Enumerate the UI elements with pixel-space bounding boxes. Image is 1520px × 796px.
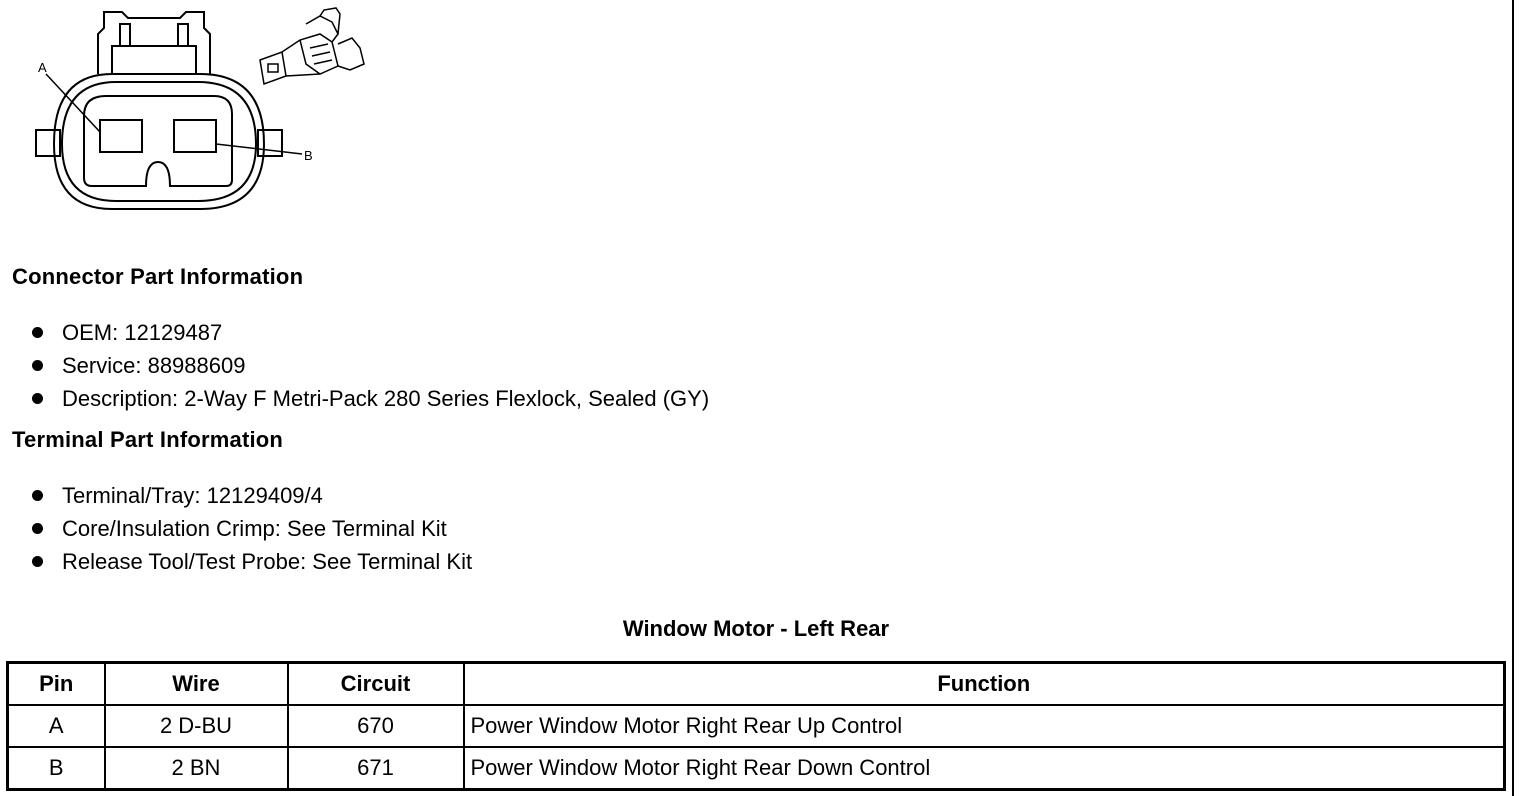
cell-circuit: 670 <box>288 705 464 747</box>
connector-heading: Connector Part Information <box>12 264 304 289</box>
cell-circuit: 671 <box>288 747 464 790</box>
table-row <box>8 705 1505 747</box>
header-wire: Wire <box>105 663 288 706</box>
terminal-heading: Terminal Part Information <box>12 427 284 452</box>
connector-info-list <box>30 316 709 415</box>
cell-pin: A <box>8 705 105 747</box>
table-title: Window Motor - Left Rear <box>622 616 890 641</box>
cell-wire: 2 BN <box>105 747 288 790</box>
bullet-icon <box>32 360 43 371</box>
bullet-icon <box>32 490 43 501</box>
header-pin: Pin <box>8 663 105 706</box>
bullet-icon <box>32 556 43 567</box>
bullet-icon <box>32 393 43 404</box>
header-circuit: Circuit <box>288 663 464 706</box>
pin-b-label: B <box>304 148 313 163</box>
bullet-icon <box>32 523 43 534</box>
table-row <box>8 747 1505 790</box>
cell-wire: 2 D-BU <box>105 705 288 747</box>
list-item: Terminal/Tray: 12129409/4 <box>30 479 472 512</box>
cell-function: Power Window Motor Right Rear Down Control <box>464 747 1505 790</box>
cell-function: Power Window Motor Right Rear Up Control <box>464 705 1505 747</box>
bullet-icon <box>32 327 43 338</box>
pinout-table <box>6 661 1506 791</box>
page-right-border <box>1512 0 1514 796</box>
table-header-row <box>8 663 1505 706</box>
pin-a-label: A <box>38 60 47 75</box>
cell-pin: B <box>8 747 105 790</box>
list-item: Release Tool/Test Probe: See Terminal Kit <box>30 545 472 578</box>
header-function: Function <box>464 663 1505 706</box>
connector-diagram <box>20 4 390 219</box>
list-item: Core/Insulation Crimp: See Terminal Kit <box>30 512 472 545</box>
list-item: OEM: 12129487 <box>30 316 709 349</box>
terminal-info-list <box>30 479 472 578</box>
list-item: Service: 88988609 <box>30 349 709 382</box>
list-item: Description: 2-Way F Metri-Pack 280 Series Flexlock, Sealed (GY) <box>30 382 709 415</box>
